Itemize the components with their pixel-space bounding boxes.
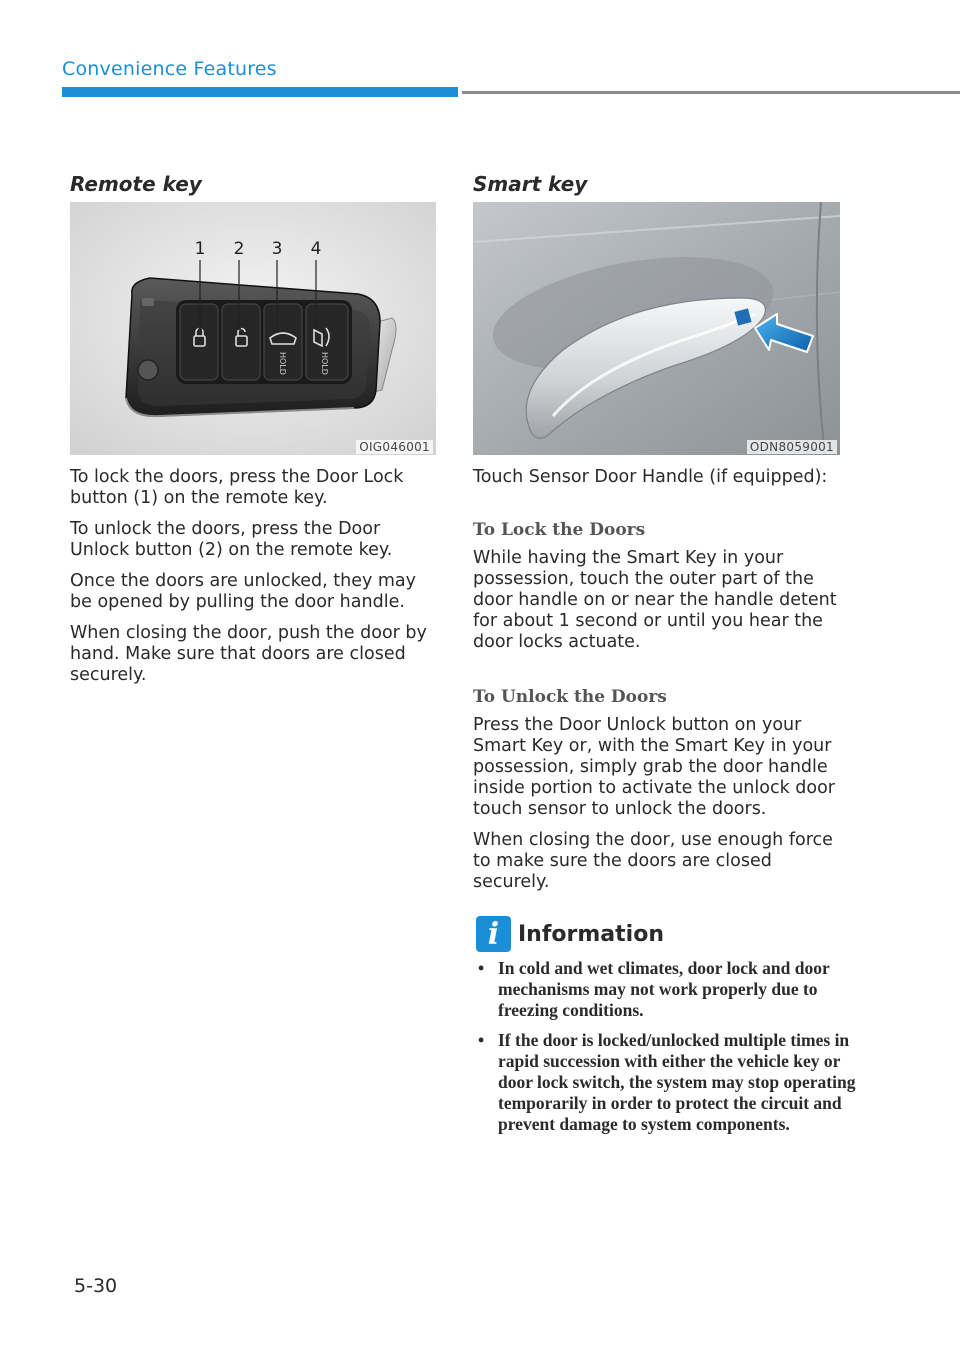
paragraph: When closing the door, push the door by hand. Make sure that doors are closed securely. <box>70 623 427 685</box>
lock-text: While having the Smart Key in your possession, touch the outer part of the door handle on or near the handle detent for about 1 second or until you hear the door locks actuate. <box>473 548 837 652</box>
remote-key-illustration <box>70 202 436 455</box>
information-icon: i <box>476 916 511 952</box>
list-item: • If the door is locked/unlocked multiple times in rapid succession with either the vehicle key or door lock switch, the system may stop operating temporarily in order to protect the circuit and prevent damage to system components. <box>478 1030 856 1134</box>
callout-number-4: 4 <box>310 239 322 259</box>
door-handle-illustration <box>473 202 840 455</box>
smart-key-title: Smart key <box>473 172 588 196</box>
figure-code: OIG046001 <box>356 440 433 454</box>
unlock-heading: To Unlock the Doors <box>473 687 667 707</box>
paragraph: Once the doors are unlocked, they may be opened by pulling the door handle. <box>70 571 417 612</box>
header-accent-bar <box>62 87 458 97</box>
callout-number-2: 2 <box>233 239 245 259</box>
figure-code: ODN8059001 <box>747 440 837 454</box>
page-number: 5-30 <box>74 1275 118 1297</box>
information-title: Information <box>518 922 664 947</box>
hold-label-4: HOLD <box>320 352 329 375</box>
smart-key-figure <box>473 202 840 455</box>
information-list <box>476 958 856 1144</box>
remote-key-text <box>70 467 440 696</box>
lock-heading: To Lock the Doors <box>473 520 646 540</box>
hold-label-3: HOLD <box>278 352 287 375</box>
paragraph: When closing the door, use enough force to make sure the doors are closed securely. <box>473 830 833 892</box>
paragraph: Press the Door Unlock button on your Smart Key or, with the Smart Key in your possession, simply grab the door handle inside portion to activate the unlock door touch sensor to unlock the doors. <box>473 715 836 819</box>
remote-key-figure <box>70 202 436 455</box>
remote-key-title: Remote key <box>70 172 202 196</box>
paragraph: To lock the doors, press the Door Lock button (1) on the remote key. <box>70 467 404 508</box>
paragraph: To unlock the doors, press the Door Unlock button (2) on the remote key. <box>70 519 393 560</box>
unlock-text <box>473 715 848 903</box>
callout-number-3: 3 <box>271 239 283 259</box>
header-rule <box>462 91 960 94</box>
section-header-title: Convenience Features <box>62 58 277 80</box>
bullet-dot: • <box>478 1030 485 1050</box>
list-item: • In cold and wet climates, door lock and door mechanisms may not work properly due to freezing conditions. <box>478 958 830 1020</box>
smart-key-intro: Touch Sensor Door Handle (if equipped): <box>473 467 828 487</box>
callout-number-1: 1 <box>194 239 206 259</box>
bullet-dot: • <box>478 958 485 978</box>
